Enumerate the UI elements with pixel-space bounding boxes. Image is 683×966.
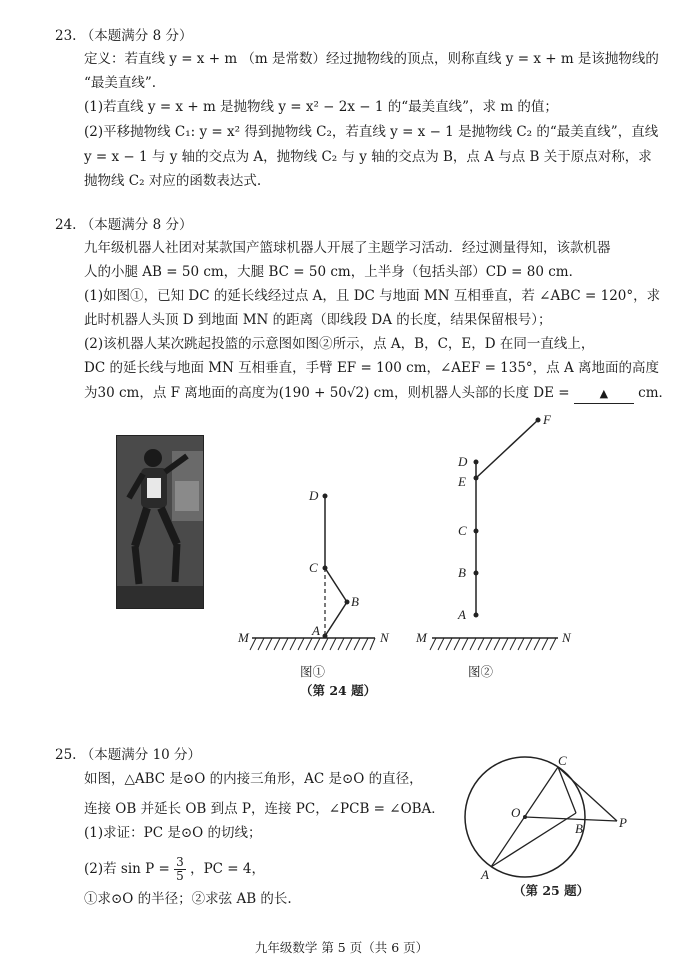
- q25-line-5: ①求⊙O 的半径；②求弦 AB 的长.: [84, 891, 292, 907]
- q23-header: 23. （本题满分 8 分）: [55, 28, 193, 44]
- page-footer: 九年级数学 第 5 页（共 6 页）: [254, 940, 429, 955]
- label-D2: D: [458, 454, 468, 469]
- q24-line-4: 此时机器人头顶 D 到地面 MN 的距离（即线段 DA 的长度，结果保留根号）；: [84, 312, 552, 328]
- label-A2: A: [458, 607, 466, 622]
- q23-line-2: “最美直线”.: [84, 75, 157, 91]
- robot-photo: [116, 435, 204, 609]
- q24-caption: （第 24 题）: [300, 683, 377, 698]
- q23-line-6: 抛物线 C₂ 对应的函数表达式.: [84, 173, 262, 189]
- figure-2: [410, 410, 590, 680]
- q23-part-2: (2)平移抛物线 C₁: y = x² 得到抛物线 C₂，若直线 y = x − 1 是抛物线 C₂ 的“最美直线”，直线: [84, 124, 659, 140]
- fraction: $\frac{3}{5}$: [176, 855, 184, 883]
- label-N: N: [380, 630, 389, 645]
- label-D: D: [309, 488, 319, 503]
- q25-header: 25. （本题满分 10 分）: [55, 747, 202, 763]
- q24-part-1: (1)如图①，已知 DC 的延长线经过点 A，且 DC 与地面 MN 互相垂直，若 ∠ABC = 120°，求: [84, 288, 661, 304]
- q23-part-1: (1)若直线 y = x + m 是抛物线 y = x² − 2x − 1 的“最美直线”，求 m 的值；: [84, 99, 558, 115]
- label-C25: C: [558, 755, 567, 768]
- q25-caption: （第 25 题）: [513, 883, 590, 898]
- q23-line-1: 定义：若直线 y = x + m （m 是常数）经过抛物线的顶点，则称直线 y = x + m 是该抛物线的: [84, 51, 659, 67]
- q24-line-1: 九年级机器人社团对某款国产篮球机器人开展了主题学习活动．经过测量得知，该款机器: [84, 240, 611, 256]
- label-F: F: [543, 412, 551, 427]
- label-B: B: [351, 594, 359, 609]
- label-E: E: [458, 474, 466, 489]
- figure-2-label: 图②: [468, 664, 494, 679]
- q25-part-2: (2)若 sin P = $\frac{3}{5}$ ，PC = 4，: [84, 855, 265, 883]
- label-N2: N: [562, 630, 571, 645]
- label-P25: P: [619, 815, 627, 830]
- label-M2: M: [416, 630, 427, 645]
- figure-1-label: 图①: [300, 664, 326, 679]
- q24-line-6: DC 的延长线与地面 MN 互相垂直，手臂 EF = 100 cm，∠AEF = 135°，点 A 离地面的高度: [84, 360, 660, 376]
- label-O25: O: [511, 805, 521, 820]
- q24-part-2: (2)该机器人某次跳起投篮的示意图如图②所示，点 A，B，C，E，D 在同一直线上，: [84, 336, 595, 352]
- q23-line-5: y = x − 1 与 y 轴的交点为 A，抛物线 C₂ 与 y 轴的交点为 B，点 A 与点 B 关于原点对称，求: [84, 149, 652, 165]
- figure-25: [455, 755, 655, 905]
- label-A25: A: [481, 867, 489, 882]
- figure-1: [230, 480, 390, 690]
- q24-line-2: 人的小腿 AB = 50 cm，大腿 BC = 50 cm，上半身（包括头部）CD = 80 cm．: [84, 264, 583, 280]
- label-M: M: [238, 630, 249, 645]
- answer-blank: ▲: [574, 385, 634, 404]
- q24-header: 24. （本题满分 8 分）: [55, 217, 193, 233]
- label-C: C: [309, 560, 318, 575]
- q25-line-1: 如图，△ABC 是⊙O 的内接三角形，AC 是⊙O 的直径，: [84, 771, 423, 787]
- q25-part-1: (1)求证：PC 是⊙O 的切线；: [84, 825, 262, 841]
- q25-line-2: 连接 OB 并延长 OB 到点 P，连接 PC，∠PCB = ∠OBA．: [84, 801, 445, 817]
- label-B2: B: [458, 565, 466, 580]
- q24-line-7: 为30 cm，点 F 离地面的高度为(190 + 50√2) cm，则机器人头部的长度 DE = ▲ cm．: [84, 384, 672, 404]
- label-B25: B: [575, 821, 583, 836]
- label-A: A: [312, 623, 320, 638]
- label-C2: C: [458, 523, 467, 538]
